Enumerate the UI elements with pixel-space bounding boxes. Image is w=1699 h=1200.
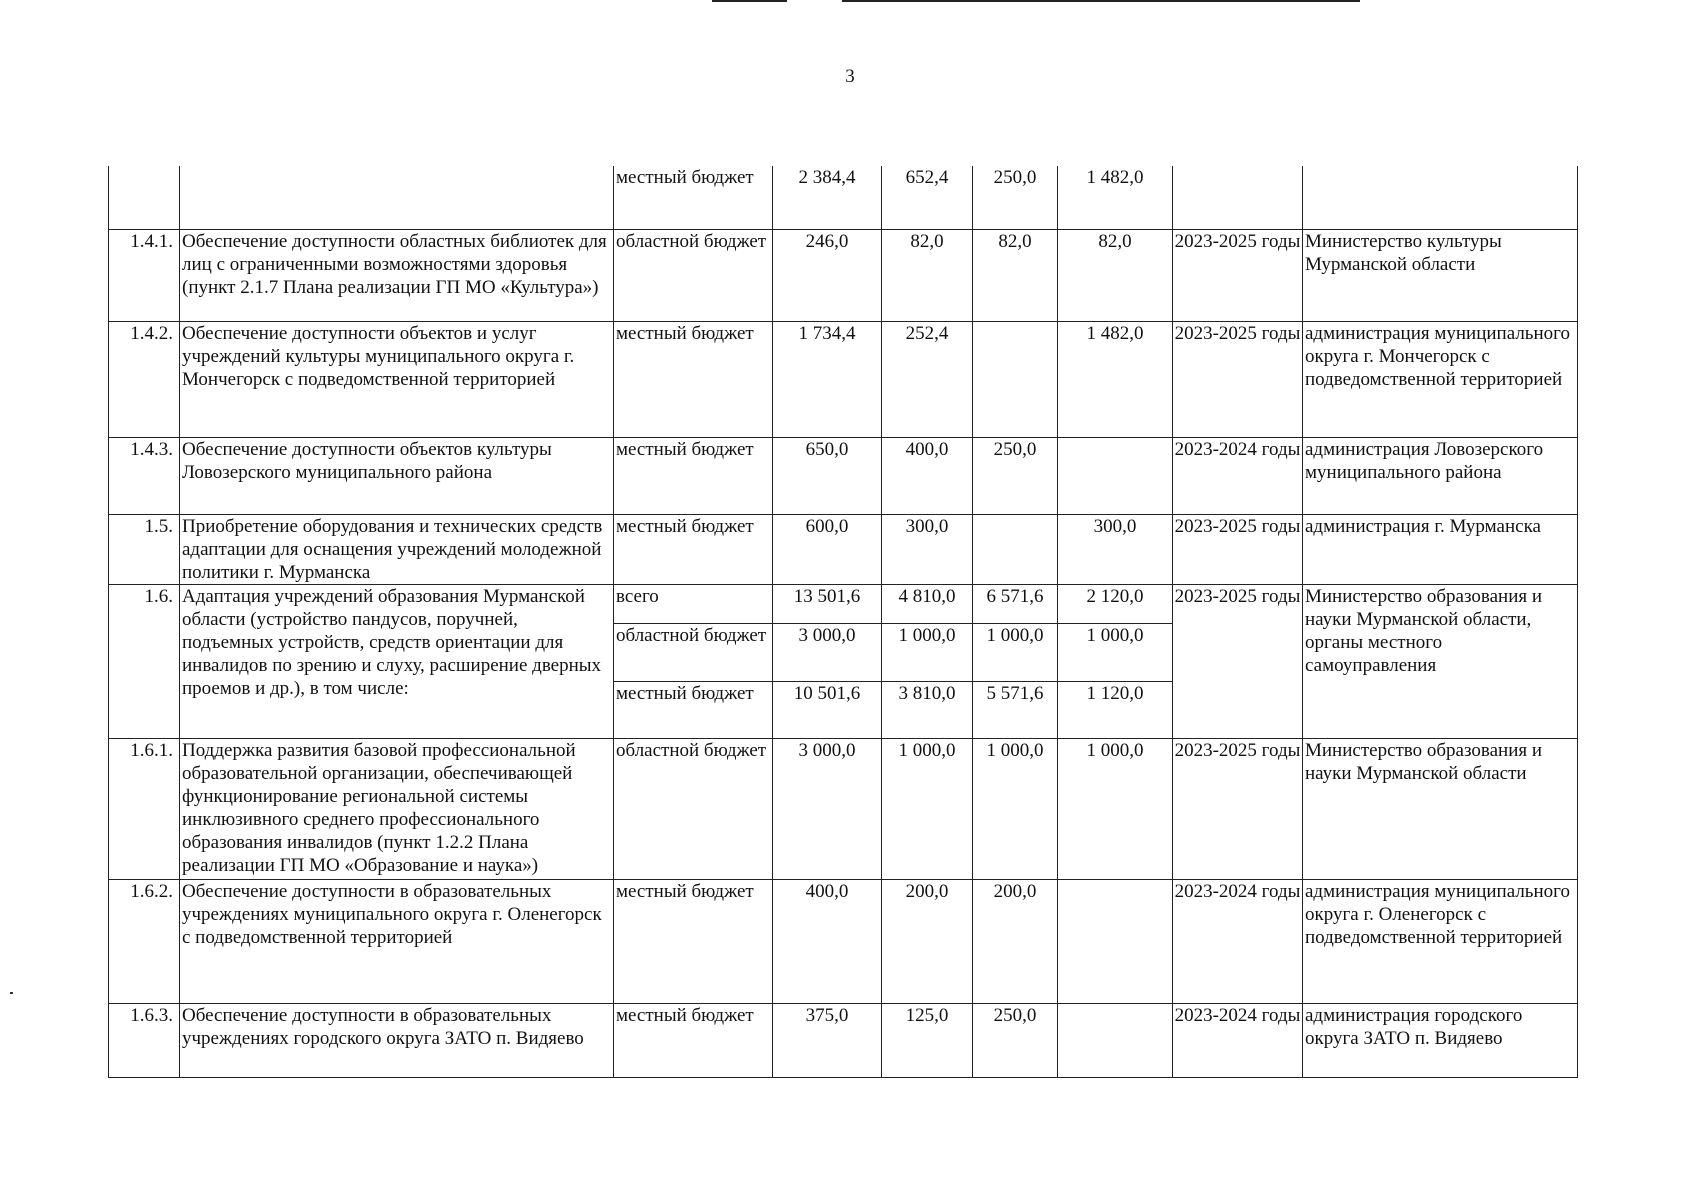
funding-source: местный бюджет (614, 437, 773, 514)
period (1173, 166, 1303, 229)
funding-source: местный бюджет (614, 879, 773, 1003)
measure-title: Приобретение оборудования и технических средств адаптации для оснащения учреждений молодежной политики г. Мурманска (180, 514, 614, 584)
period: 2023-2025 годы (1173, 321, 1303, 437)
amount-2025: 1 000,0 (1058, 738, 1173, 879)
amount-2023: 652,4 (882, 166, 973, 229)
measure-title: Поддержка развития базовой профессиональной образовательной организации, обеспечивающей функционирование региональной системы инклюзивного среднего профессионального образования инвалидов (пункт 1.2.2 Плана реализации ГП МО «Образование и наука») (180, 738, 614, 879)
table-row (109, 879, 1578, 1003)
table-row (109, 1003, 1578, 1077)
measure-title: Обеспечение доступности областных библиотек для лиц с ограниченными возможностями здоровья (пункт 2.1.7 Плана реализации ГП МО «Культура») (180, 229, 614, 321)
executor: Министерство образования и науки Мурманской области, органы местного самоуправления (1303, 584, 1578, 738)
amount-2023: 3 810,0 (882, 681, 973, 738)
amount-total: 3 000,0 (773, 738, 882, 879)
funding-source: местный бюджет (614, 1003, 773, 1077)
funding-source: всего (614, 584, 773, 623)
executor: администрация Ловозерского муниципального района (1303, 437, 1578, 514)
amount-2025: 1 482,0 (1058, 166, 1173, 229)
amount-2025: 300,0 (1058, 514, 1173, 584)
funding-source: местный бюджет (614, 166, 773, 229)
amount-2023: 1 000,0 (882, 738, 973, 879)
amount-total: 375,0 (773, 1003, 882, 1077)
measure-title: Адаптация учреждений образования Мурманской области (устройство пандусов, поручней, подъемных устройств, средств ориентации для инвалидов по зрению и слуху, расширение дверных проемов и др.), в том числе: (180, 584, 614, 738)
row-number: 1.6.3. (109, 1003, 180, 1077)
amount-2024 (973, 514, 1058, 584)
amount-2024: 1 000,0 (973, 623, 1058, 681)
amount-total: 400,0 (773, 879, 882, 1003)
amount-2023: 252,4 (882, 321, 973, 437)
amount-total: 246,0 (773, 229, 882, 321)
funding-source: местный бюджет (614, 514, 773, 584)
funding-source: областной бюджет (614, 738, 773, 879)
amount-total: 10 501,6 (773, 681, 882, 738)
measure-title: Обеспечение доступности в образовательных учреждениях городского округа ЗАТО п. Видяево (180, 1003, 614, 1077)
amount-2024 (973, 321, 1058, 437)
executor: Министерство культуры Мурманской области (1303, 229, 1578, 321)
amount-2025 (1058, 437, 1173, 514)
table-row (109, 229, 1578, 321)
amount-2024: 6 571,6 (973, 584, 1058, 623)
executor: администрация муниципального округа г. Оленегорск с подведомственной территорией (1303, 879, 1578, 1003)
period: 2023-2025 годы (1173, 584, 1303, 738)
period: 2023-2025 годы (1173, 738, 1303, 879)
amount-total: 2 384,4 (773, 166, 882, 229)
table-row (109, 166, 1578, 229)
row-number: 1.4.3. (109, 437, 180, 514)
table-row (109, 514, 1578, 584)
funding-source: местный бюджет (614, 681, 773, 738)
funding-source: областной бюджет (614, 623, 773, 681)
scan-artifact-line (842, 0, 1360, 2)
page-number: 3 (845, 66, 855, 87)
row-number: 1.4.1. (109, 229, 180, 321)
amount-2023: 82,0 (882, 229, 973, 321)
amount-2024: 82,0 (973, 229, 1058, 321)
amount-2025 (1058, 1003, 1173, 1077)
amount-2025: 1 482,0 (1058, 321, 1173, 437)
amount-total: 3 000,0 (773, 623, 882, 681)
amount-2023: 200,0 (882, 879, 973, 1003)
executor: администрация городского округа ЗАТО п. Видяево (1303, 1003, 1578, 1077)
amount-2024: 200,0 (973, 879, 1058, 1003)
amount-total: 13 501,6 (773, 584, 882, 623)
funding-source: местный бюджет (614, 321, 773, 437)
amount-2023: 400,0 (882, 437, 973, 514)
amount-2024: 250,0 (973, 437, 1058, 514)
measure-title: Обеспечение доступности объектов культуры Ловозерского муниципального района (180, 437, 614, 514)
row-number: 1.6. (109, 584, 180, 738)
measure-title: Обеспечение доступности объектов и услуг учреждений культуры муниципального округа г. Мончегорск с подведомственной территорией (180, 321, 614, 437)
amount-2025: 1 000,0 (1058, 623, 1173, 681)
period: 2023-2024 годы (1173, 1003, 1303, 1077)
table-row (109, 738, 1578, 879)
period: 2023-2024 годы (1173, 879, 1303, 1003)
amount-2024: 250,0 (973, 166, 1058, 229)
row-number: 1.5. (109, 514, 180, 584)
amount-2023: 1 000,0 (882, 623, 973, 681)
row-number (109, 166, 180, 229)
row-number: 1.4.2. (109, 321, 180, 437)
period: 2023-2025 годы (1173, 229, 1303, 321)
amount-2025: 2 120,0 (1058, 584, 1173, 623)
executor: Министерство образования и науки Мурманской области (1303, 738, 1578, 879)
amount-2023: 300,0 (882, 514, 973, 584)
amount-2024: 250,0 (973, 1003, 1058, 1077)
scan-artifact-dot (10, 992, 13, 994)
row-number: 1.6.1. (109, 738, 180, 879)
measures-table (108, 166, 1578, 1078)
amount-2024: 5 571,6 (973, 681, 1058, 738)
scan-artifact-line (712, 0, 787, 2)
funding-source: областной бюджет (614, 229, 773, 321)
period: 2023-2025 годы (1173, 514, 1303, 584)
amount-2025 (1058, 879, 1173, 1003)
table-row (109, 584, 1578, 623)
amount-2025: 82,0 (1058, 229, 1173, 321)
table-row (109, 437, 1578, 514)
amount-total: 600,0 (773, 514, 882, 584)
amount-2023: 4 810,0 (882, 584, 973, 623)
amount-2024: 1 000,0 (973, 738, 1058, 879)
executor: администрация г. Мурманска (1303, 514, 1578, 584)
amount-total: 1 734,4 (773, 321, 882, 437)
amount-2025: 1 120,0 (1058, 681, 1173, 738)
row-number: 1.6.2. (109, 879, 180, 1003)
table-row (109, 321, 1578, 437)
executor (1303, 166, 1578, 229)
amount-total: 650,0 (773, 437, 882, 514)
amount-2023: 125,0 (882, 1003, 973, 1077)
measure-title: Обеспечение доступности в образовательных учреждениях муниципального округа г. Оленегорск с подведомственной территорией (180, 879, 614, 1003)
executor: администрация муниципального округа г. Мончегорск с подведомственной территорией (1303, 321, 1578, 437)
period: 2023-2024 годы (1173, 437, 1303, 514)
measure-title (180, 166, 614, 229)
